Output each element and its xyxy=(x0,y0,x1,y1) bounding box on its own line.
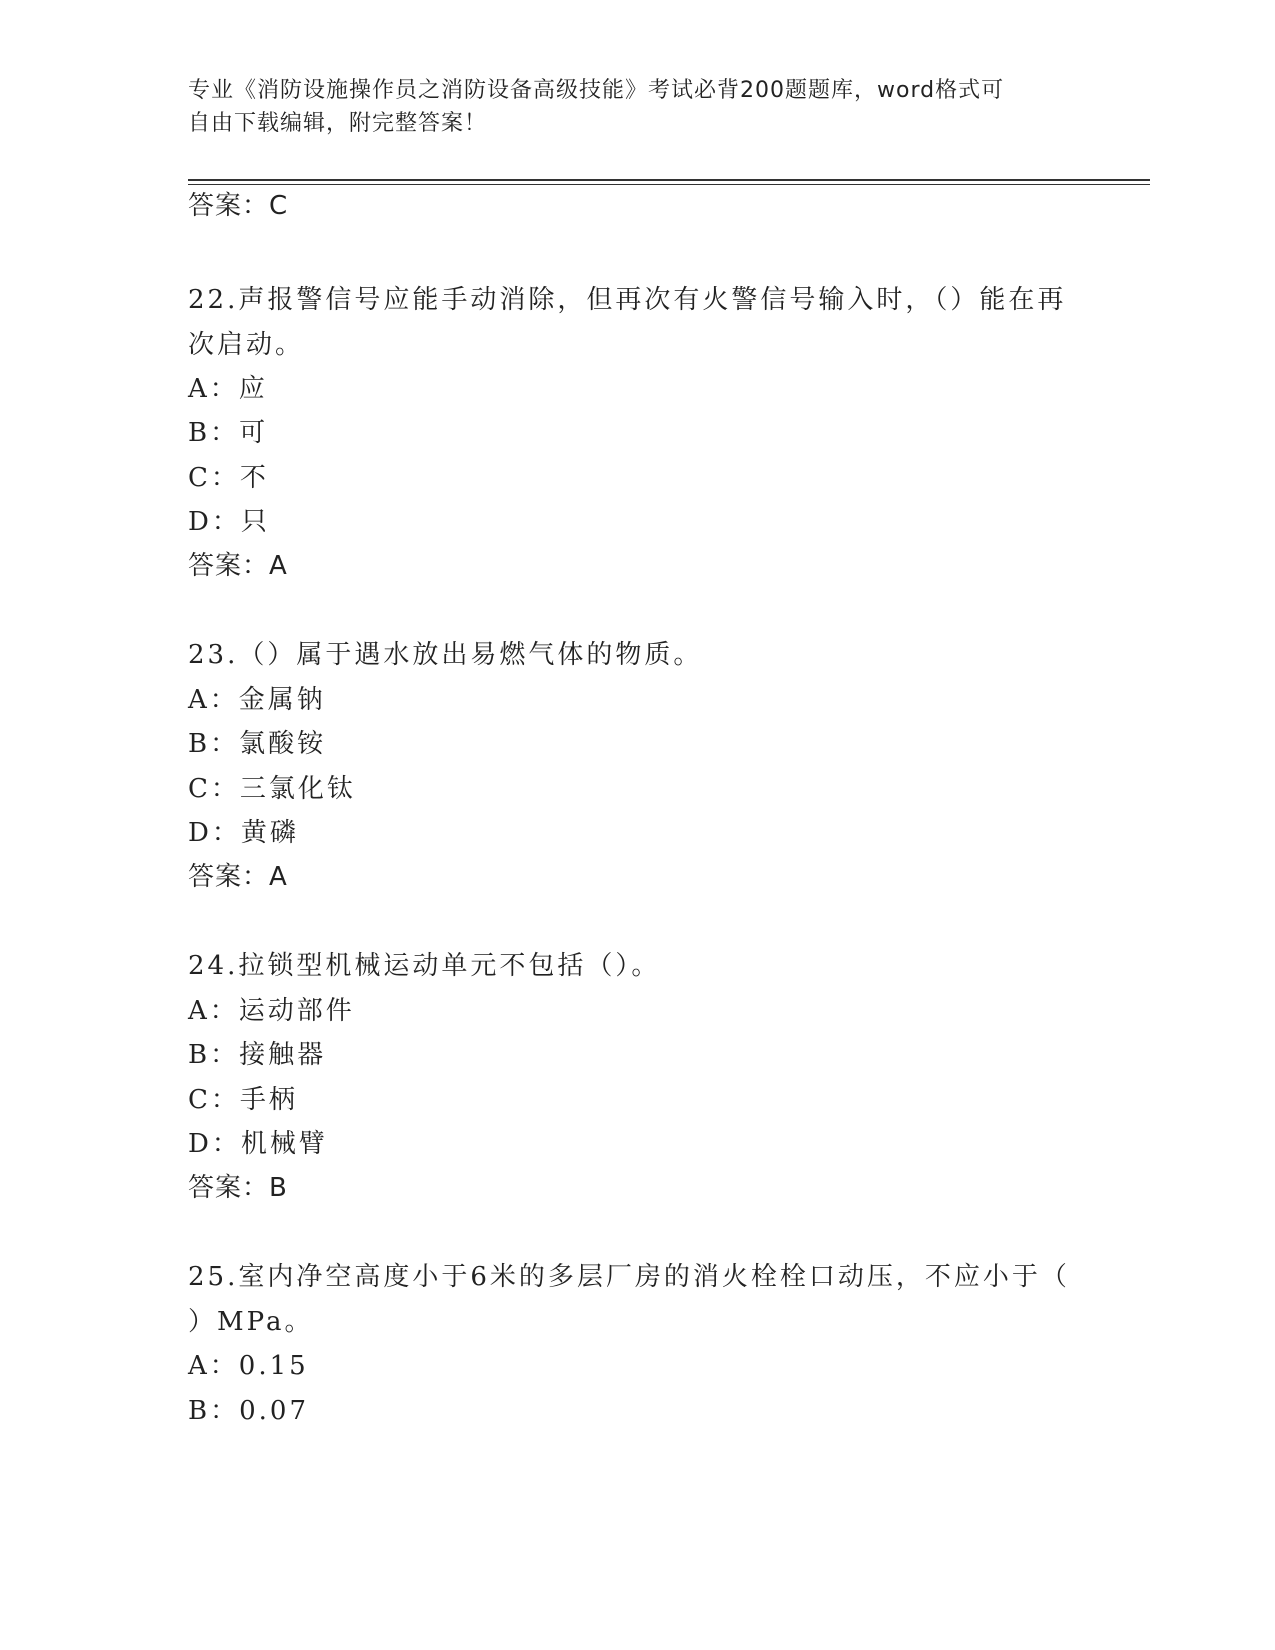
question-24-option-c: C：手柄 xyxy=(188,1085,298,1115)
document-header xyxy=(188,74,1068,140)
question-25-stem-line2: ）MPa。 xyxy=(188,1307,314,1337)
question-22-option-c: C：不 xyxy=(188,463,269,493)
question-24-stem: 24.拉锁型机械运动单元不包括（）。 xyxy=(188,951,661,981)
question-22-option-d: D：只 xyxy=(188,507,270,537)
header-line-1: 专业《消防设施操作员之消防设备高级技能》考试必背200题题库，word格式可 xyxy=(188,78,1005,103)
question-22-stem-line2: 次启动。 xyxy=(188,330,305,360)
header-divider xyxy=(188,179,1150,181)
question-25-option-b: B：0.07 xyxy=(188,1396,309,1426)
question-23-stem: 23.（）属于遇水放出易燃气体的物质。 xyxy=(188,640,703,670)
question-23-option-a: A：金属钠 xyxy=(188,685,326,715)
question-22-option-b: B：可 xyxy=(188,418,269,448)
question-24-option-b: B：接触器 xyxy=(188,1040,327,1070)
question-22-answer: 答案：A xyxy=(188,551,288,581)
question-23-answer: 答案：A xyxy=(188,862,288,892)
question-22-option-a: A：应 xyxy=(188,374,268,404)
question-23-option-c: C：三氯化钛 xyxy=(188,774,356,804)
question-24-answer: 答案：B xyxy=(188,1173,288,1203)
previous-answer: 答案：C xyxy=(188,191,289,221)
question-25-stem-line1: 25.室内净空高度小于6米的多层厂房的消火栓栓口动压，不应小于（ xyxy=(188,1262,1070,1292)
question-25-option-a: A：0.15 xyxy=(188,1351,309,1381)
header-divider-thin xyxy=(188,184,1150,185)
question-24-option-d: D：机械臂 xyxy=(188,1129,328,1159)
question-24-option-a: A：运动部件 xyxy=(188,996,355,1026)
header-line-2: 自由下载编辑，附完整答案！ xyxy=(188,111,488,136)
question-22-stem-line1: 22.声报警信号应能手动消除，但再次有火警信号输入时，（）能在再 xyxy=(188,285,1067,315)
question-23-option-d: D：黄磷 xyxy=(188,818,299,848)
question-23-option-b: B：氯酸铵 xyxy=(188,729,327,759)
